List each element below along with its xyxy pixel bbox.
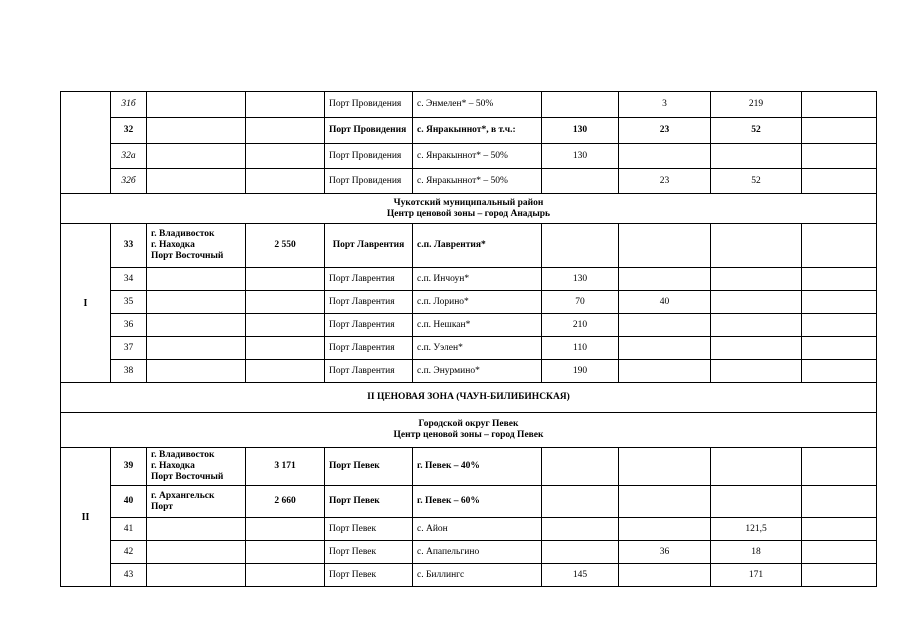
port-cell: Порт Провидения xyxy=(325,118,413,144)
table-row: 43 Порт Певек с. Биллингс 145 171 xyxy=(61,564,877,587)
table-row: 32а Порт Провидения с. Янракыннот* – 50% 130 xyxy=(61,144,877,169)
port-cell: Порт Лаврентия xyxy=(325,337,413,360)
section-subtitle: Центр ценовой зоны – город Певек xyxy=(393,430,544,440)
port-cell: Порт Лаврентия xyxy=(325,268,413,291)
section-subtitle: Центр ценовой зоны – город Анадырь xyxy=(386,208,551,219)
table-row: 34 Порт Лаврентия с.п. Инчоун* 130 xyxy=(61,268,877,291)
port-cell: Порт Лаврентия xyxy=(325,314,413,337)
settlement-cell: с. Биллингс xyxy=(413,564,542,587)
table-row: 38 Порт Лаврентия с.п. Энурмино* 190 xyxy=(61,360,877,383)
settlement-cell: с. Янракыннот* – 50% xyxy=(413,169,542,194)
row-number: 37 xyxy=(111,337,147,360)
row-number: 32б xyxy=(111,169,147,194)
settlement-cell: с. Апапельгино xyxy=(413,541,542,564)
origin-cell: г. Архангельск Порт xyxy=(147,486,246,518)
settlement-cell: с.п. Нешкан* xyxy=(413,314,542,337)
settlement-cell: с.п. Лорино* xyxy=(413,291,542,314)
section-header-row xyxy=(61,413,877,448)
row-number: 34 xyxy=(111,268,147,291)
table-row: 41 Порт Певек с. Айон 121,5 xyxy=(61,518,877,541)
table-row xyxy=(61,224,877,268)
port-cell: Порт Провидения xyxy=(325,144,413,169)
row-number: 33 xyxy=(111,224,147,268)
row-number: 39 xyxy=(111,448,147,486)
row-number: 42 xyxy=(111,541,147,564)
section-title: Городской округ Певек xyxy=(418,419,519,429)
settlement-cell: с. Янракыннот*, в т.ч.: xyxy=(413,118,542,144)
settlement-cell: с. Энмелен* – 50% xyxy=(413,92,542,118)
section-title: Чукотский муниципальный район xyxy=(393,197,544,208)
origin-cell: г. Владивосток г. Находка Порт Восточный xyxy=(147,448,246,486)
section-header xyxy=(61,413,877,448)
row-number: 36 xyxy=(111,314,147,337)
settlement-cell: с.п. Энурмино* xyxy=(413,360,542,383)
port-cell: Порт Лаврентия xyxy=(325,224,413,268)
distance-cell: 3 171 xyxy=(246,448,325,486)
table-row: 42 Порт Певек с. Апапельгино 36 18 xyxy=(61,541,877,564)
row-number: 35 xyxy=(111,291,147,314)
delivery-table xyxy=(60,91,877,587)
settlement-cell: г. Певек – 40% xyxy=(413,448,542,486)
port-cell: Порт Лаврентия xyxy=(325,291,413,314)
settlement-cell: г. Певек – 60% xyxy=(413,486,542,518)
table-row: 31б Порт Провидения с. Энмелен* – 50% 3 219 xyxy=(61,92,877,118)
row-number: 41 xyxy=(111,518,147,541)
port-cell: Порт Провидения xyxy=(325,169,413,194)
table-row: 35 Порт Лаврентия с.п. Лорино* 70 40 xyxy=(61,291,877,314)
zone-header: II ЦЕНОВАЯ ЗОНА (ЧАУН-БИЛИБИНСКАЯ) xyxy=(61,383,877,413)
table-row xyxy=(61,486,877,518)
port-cell: Порт Певек xyxy=(325,448,413,486)
origin-cell: г. Владивосток г. Находка Порт Восточный xyxy=(147,224,246,268)
settlement-cell: с.п. Уэлен* xyxy=(413,337,542,360)
section-header-row xyxy=(61,383,877,413)
settlement-cell: с.п. Инчоун* xyxy=(413,268,542,291)
row-number: 40 xyxy=(111,486,147,518)
settlement-cell: с. Янракыннот* – 50% xyxy=(413,144,542,169)
distance-cell: 2 660 xyxy=(246,486,325,518)
section-header xyxy=(61,194,877,224)
row-number: 43 xyxy=(111,564,147,587)
row-number: 38 xyxy=(111,360,147,383)
port-cell: Порт Провидения xyxy=(325,92,413,118)
zone-cell xyxy=(61,92,111,194)
table-row: 36 Порт Лаврентия с.п. Нешкан* 210 xyxy=(61,314,877,337)
row-number: 32а xyxy=(111,144,147,169)
settlement-cell: с.п. Лаврентия* xyxy=(413,224,542,268)
port-cell: Порт Певек xyxy=(325,541,413,564)
row-number: 32 xyxy=(111,118,147,144)
section-header-row xyxy=(61,194,877,224)
table-row: 32 Порт Провидения с. Янракыннот*, в т.ч.: 130 23 52 xyxy=(61,118,877,144)
table-row: 37 Порт Лаврентия с.п. Уэлен* 110 xyxy=(61,337,877,360)
distance-cell: 2 550 xyxy=(246,224,325,268)
table-row: 32б Порт Провидения с. Янракыннот* – 50% 23 52 xyxy=(61,169,877,194)
row-number: 31б xyxy=(111,92,147,118)
port-cell: Порт Певек xyxy=(325,518,413,541)
port-cell: Порт Лаврентия xyxy=(325,360,413,383)
settlement-cell: с. Айон xyxy=(413,518,542,541)
port-cell: Порт Певек xyxy=(325,486,413,518)
port-cell: Порт Певек xyxy=(325,564,413,587)
zone-label: II xyxy=(61,448,111,587)
zone-label: I xyxy=(61,224,111,383)
table-row xyxy=(61,448,877,486)
